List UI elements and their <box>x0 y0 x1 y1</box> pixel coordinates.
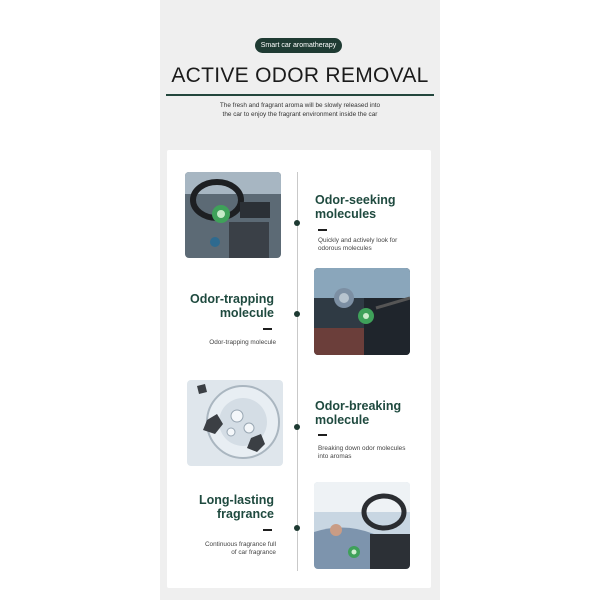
desc-line: Breaking down odor molecules <box>318 445 406 452</box>
dash-divider <box>318 229 327 231</box>
desc-line: odorous molecules <box>318 245 372 252</box>
subtitle-line-2: the car to enjoy the fragrant environment inside the car <box>222 111 378 118</box>
subtitle-line-1: The fresh and fragrant aroma will be slowly released into <box>219 102 381 109</box>
timeline-dot <box>294 220 300 226</box>
heading-line: molecule <box>315 413 370 427</box>
timeline-line <box>297 172 298 571</box>
heading-line: Long-lasting <box>199 493 274 507</box>
desc-line: Odor-trapping molecule <box>209 339 276 346</box>
heading-line: molecules <box>315 207 377 221</box>
dash-divider <box>263 529 272 531</box>
heading-line: Odor-breaking <box>315 399 402 413</box>
feature-heading <box>315 193 396 221</box>
driver-photo <box>314 482 410 569</box>
desc-line: Quickly and actively look for <box>318 237 398 244</box>
feature-heading <box>168 292 274 320</box>
timeline-dot <box>294 311 300 317</box>
dash-divider <box>263 328 272 330</box>
heading-line: Odor-trapping <box>189 292 274 306</box>
car-dashboard-photo <box>185 172 281 258</box>
heading-line: fragrance <box>217 507 274 521</box>
car-vent-photo <box>314 268 410 355</box>
timeline-dot <box>294 424 300 430</box>
feature-heading <box>168 493 274 521</box>
feature-description <box>168 339 276 347</box>
heading-line: Odor-seeking <box>315 193 396 207</box>
timeline-dot <box>294 525 300 531</box>
desc-line: of car fragrance <box>231 549 276 556</box>
feature-heading <box>315 399 401 427</box>
page-title: ACTIVE ODOR REMOVAL <box>171 64 429 87</box>
desc-line: into aromas <box>318 453 352 460</box>
dash-divider <box>318 434 327 436</box>
category-badge: Smart car aromatherapy <box>255 38 342 53</box>
feature-description <box>168 541 276 557</box>
desc-line: Continuous fragrance full <box>204 541 276 548</box>
molecule-illustration <box>187 380 283 466</box>
feature-description <box>318 445 405 461</box>
title-divider <box>166 94 434 96</box>
heading-line: molecule <box>219 306 274 320</box>
subtitle <box>160 101 440 119</box>
feature-description <box>318 237 397 253</box>
